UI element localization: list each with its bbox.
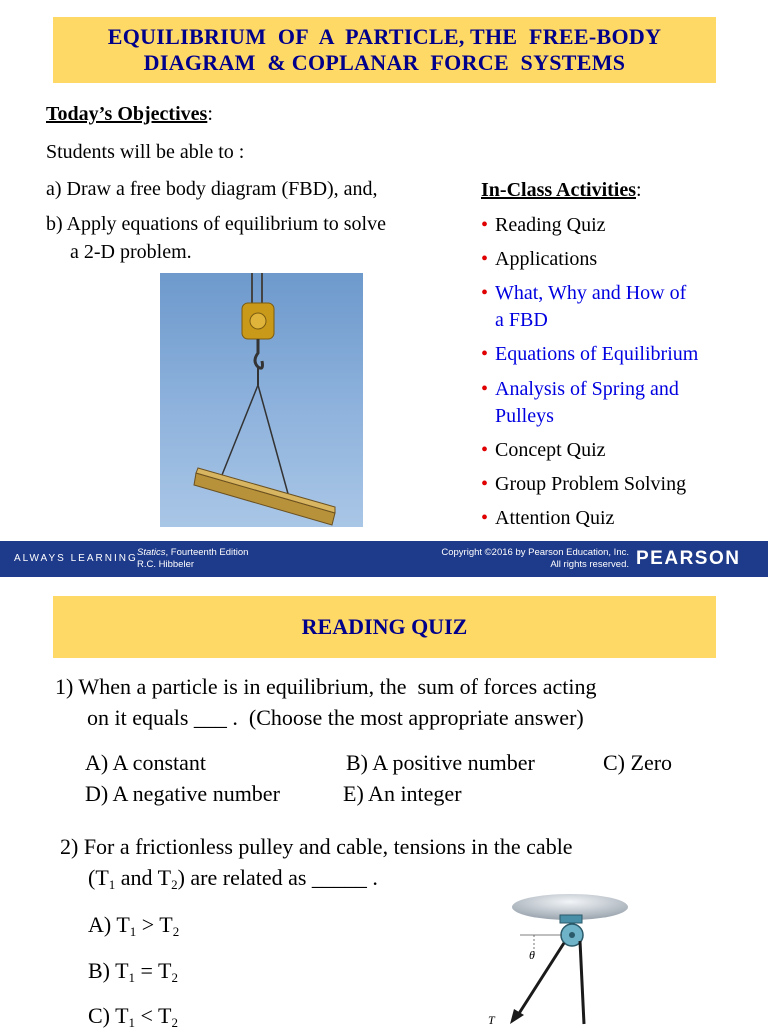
subscript-1: 1: [128, 970, 136, 985]
q2-option-c: [88, 1000, 178, 1031]
always-learning-text: ALWAYS LEARNING: [14, 553, 138, 564]
activities-heading: [481, 179, 642, 202]
slide1-title-line2: DIAGRAM & COPLANAR FORCE SYSTEMS: [143, 50, 626, 75]
bullet: •: [481, 282, 489, 304]
question2-line2: [88, 862, 378, 893]
objectives-intro: Students will be able to :: [46, 141, 245, 163]
bullet: •: [481, 473, 489, 495]
footer-book-title: Statics: [137, 547, 166, 558]
activity-label: Attention Quiz: [495, 507, 615, 529]
crane-lift-photo: [160, 273, 363, 527]
subscript-1: 1: [128, 1015, 136, 1030]
q1-option-b: B) A positive number: [346, 750, 535, 775]
pulley-diagram: [488, 893, 640, 1027]
slide2-title: READING QUIZ: [301, 614, 468, 639]
objectives-heading-colon: :: [207, 103, 213, 125]
subscript-2: 2: [172, 924, 180, 939]
objective-b-line1: b) Apply equations of equilibrium to solve: [46, 213, 386, 235]
q2-opt-text: B) T: [88, 958, 129, 983]
activity-label: Applications: [495, 248, 598, 270]
footer-copyright-line2: All rights reserved.: [550, 559, 629, 570]
q1-option-c: C) Zero: [603, 750, 673, 775]
subscript-2: 2: [171, 877, 178, 892]
q2-text-part: and T: [115, 865, 172, 890]
question1-line1: 1) When a particle is in equilibrium, the sum of forces acting: [55, 674, 597, 699]
q2-opt-text: < T: [135, 1003, 172, 1028]
activity-label: Group Problem Solving: [495, 473, 687, 495]
q2-opt-text: > T: [136, 912, 173, 937]
bullet: •: [481, 439, 489, 461]
q2-text-part: ) are related as _____ .: [177, 865, 378, 890]
subscript-1: 1: [129, 924, 137, 939]
activity-item-fbd: [481, 280, 686, 334]
cable-right: [580, 941, 584, 1024]
crane-hook-image: [160, 273, 363, 527]
activity-label-line2: a FBD: [495, 309, 548, 331]
q2-opt-text: A) T: [88, 912, 130, 937]
activity-item-equations: [481, 341, 698, 368]
tension-label: T: [488, 1013, 495, 1027]
q2-opt-text: = T: [135, 958, 172, 983]
activity-item-reading-quiz: [481, 212, 606, 239]
theta-label: θ: [529, 948, 535, 962]
activity-item-attention-quiz: [481, 505, 614, 532]
footer-edition: , Fourteenth Edition: [165, 547, 249, 558]
q1-option-d: D) A negative number: [85, 781, 280, 806]
cable-left: [518, 943, 564, 1015]
activity-item-concept-quiz: [481, 437, 606, 464]
slide1-title-banner: [53, 17, 716, 83]
objective-a: a) Draw a free body diagram (FBD), and,: [46, 178, 378, 200]
activity-label: What, Why and How of: [495, 282, 687, 304]
q2-text-part: (T: [88, 865, 109, 890]
activity-label: Reading Quiz: [495, 214, 606, 236]
objectives-heading-text: Today’s Objectives: [46, 103, 208, 125]
objective-b-line2: a 2-D problem.: [70, 241, 192, 263]
slide2-title-banner: [53, 596, 716, 658]
question1-line2: on it equals ___ . (Choose the most appropriate answer): [87, 705, 584, 730]
footer-author: R.C. Hibbeler: [137, 559, 195, 570]
question2-line1: 2) For a frictionless pulley and cable, tensions in the cable: [60, 834, 573, 859]
q2-option-b: [88, 955, 178, 986]
bullet: •: [481, 214, 489, 236]
activity-label-line2: Pulleys: [495, 405, 554, 427]
q2-option-a: [88, 909, 179, 940]
q1-option-a: A) A constant: [85, 750, 206, 775]
bullet: •: [481, 343, 489, 365]
activities-heading-text: In-Class Activities: [481, 179, 636, 201]
slide1-title-line1: EQUILIBRIUM OF A PARTICLE, THE FREE-BODY: [107, 24, 662, 49]
activity-label: Concept Quiz: [495, 439, 606, 461]
activity-item-group-problem: [481, 471, 686, 498]
bullet: •: [481, 507, 489, 529]
footer-copyright: [430, 547, 629, 571]
q2-opt-text: C) T: [88, 1003, 129, 1028]
bullet: •: [481, 378, 489, 400]
pearson-logo: PEARSON: [636, 548, 741, 569]
footer-book-info: [137, 547, 248, 571]
activity-item-spring-pulleys: [481, 376, 679, 430]
subscript-2: 2: [171, 970, 178, 985]
objectives-heading: [46, 103, 213, 126]
activities-heading-colon: :: [636, 179, 642, 201]
activity-label: Equations of Equilibrium: [495, 343, 699, 365]
bullet: •: [481, 248, 489, 270]
q1-option-e: E) An integer: [343, 781, 462, 806]
pearson-footer-bar: [0, 541, 768, 577]
footer-copyright-line1: Copyright ©2016 by Pearson Education, Inc.: [441, 547, 629, 558]
subscript-2: 2: [171, 1015, 178, 1030]
activity-item-applications: [481, 246, 597, 273]
activity-label: Analysis of Spring and: [495, 378, 679, 400]
subscript-1: 1: [108, 877, 116, 892]
